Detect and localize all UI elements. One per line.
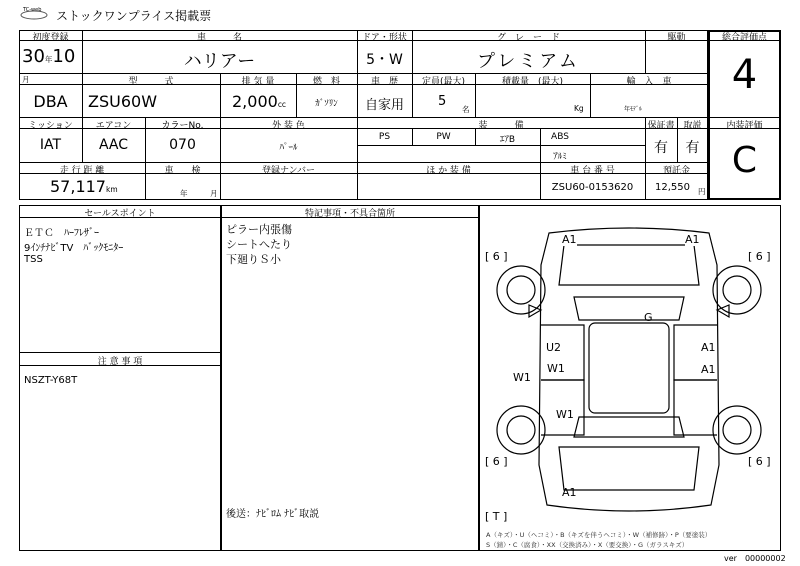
sales-line-2: 9ｲﾝﾁﾅﾋﾞTV ﾊﾞｯｸﾓﾆﾀｰ <box>24 243 124 254</box>
special-line-1: ピラー内張傷 <box>226 223 292 236</box>
sales-line-3: TSS <box>24 254 43 265</box>
drive-label: 駆動 <box>667 33 686 43</box>
grade-label: グ レ ー ド <box>496 33 560 43</box>
first-reg-label: 初度登録 <box>32 33 69 43</box>
trunk-mark: [ T ] <box>485 510 508 523</box>
mark-a1-front-left: A1 <box>562 233 577 246</box>
logo <box>20 6 50 20</box>
chassis-value: ZSU60-0153620 <box>551 182 634 193</box>
displacement-unit: cc <box>277 100 287 109</box>
car-name: ハリアー <box>183 51 256 72</box>
overall-score: 4 <box>731 52 758 98</box>
grade-value: プレミアム <box>476 51 581 72</box>
mission-value: IAT <box>39 137 62 153</box>
tire-front-right: [ 6 ] <box>748 250 771 263</box>
interior-score-label: 内装評価 <box>726 121 763 131</box>
year-unit: 年 <box>44 55 53 64</box>
aircon-label: エアコン <box>95 121 132 131</box>
special-notes-label: 特記事項・不具合箇所 <box>304 209 395 219</box>
mark-a1-mid-1: A1 <box>701 341 716 354</box>
history-value: 自家用 <box>364 98 404 113</box>
recycle-unit: 円 <box>698 187 706 196</box>
import-label: 輸 入 車 <box>626 77 672 87</box>
load-unit: Kg <box>574 104 584 113</box>
displacement-number: 2,000 <box>232 92 278 111</box>
sales-line-1: ＥＴＣ ﾊｰﾌﾚｻﾞｰ <box>24 228 99 239</box>
mission-label: ミッション <box>28 121 73 131</box>
interior-score: C <box>731 140 758 181</box>
mark-a1-rear: A1 <box>562 486 577 499</box>
equip-alumi: ｱﾙﾐ <box>553 152 567 162</box>
tire-rear-right: [ 6 ] <box>748 455 771 468</box>
aircon-value: AAC <box>98 137 129 153</box>
first-reg-value <box>22 46 82 84</box>
mileage-number: 57,117 <box>50 177 106 196</box>
overall-score-label: 総合評価点 <box>721 33 767 43</box>
special-line-2: シートへたり <box>226 238 292 251</box>
manual-label: 取説 <box>683 121 702 131</box>
type-prefix: DBA <box>33 92 68 111</box>
capacity-value: 5 <box>438 94 447 109</box>
fuel-label: 燃 料 <box>312 77 340 87</box>
equipment-label: 装 備 <box>478 121 524 131</box>
legend-line-1: A（キズ）・U（ヘコミ）・B（キズを伴うヘコミ）・W（補修跡）・P（要塗装） <box>486 531 712 539</box>
chassis-label: 車 台 番 号 <box>570 166 615 176</box>
door-value: 5・W <box>366 52 403 68</box>
history-label: 車 歴 <box>370 77 398 87</box>
inspection-year: 年 <box>180 189 188 198</box>
manual-value: 有 <box>685 140 700 156</box>
door-label: ドア・形状 <box>362 33 407 43</box>
mileage-value <box>50 177 118 196</box>
plate-label: 登録ナンバー <box>262 166 315 176</box>
equip-abs: ABS <box>551 132 569 142</box>
mileage-label: 走 行 距 離 <box>59 166 105 176</box>
inspection-label: 車 検 <box>164 166 201 176</box>
type-value: ZSU60W <box>88 92 158 111</box>
logo-text: TC-web <box>23 7 42 13</box>
equip-ps: PS <box>378 132 391 142</box>
mark-a1-front-right: A1 <box>685 233 700 246</box>
recycle-value: 12,550 <box>655 182 690 193</box>
mark-u2: U2 <box>546 341 562 354</box>
displacement-value <box>232 92 286 111</box>
mark-w1-a: W1 <box>547 362 565 375</box>
fuel-value: ｶﾞｿﾘﾝ <box>315 99 338 109</box>
month-unit: 月 <box>22 75 30 84</box>
first-reg-year: 30 <box>22 46 45 67</box>
color-no-value: 070 <box>169 137 196 153</box>
capacity-label: 定員(最大) <box>421 77 466 87</box>
capacity-unit: 名 <box>462 105 470 114</box>
legend-line-2: S（錆）・C（腐食）・XX（交換済み）・X（要交換）・G（ガラスキズ） <box>486 541 689 549</box>
mark-a1-mid-2: A1 <box>701 363 716 376</box>
tire-front-left: [ 6 ] <box>485 250 508 263</box>
mark-w1-b: W1 <box>556 408 574 421</box>
equip-pw: PW <box>436 132 451 142</box>
mark-g-roof: G <box>644 311 653 324</box>
inspection-month: 月 <box>210 189 218 198</box>
special-after: 後送：ﾅﾋﾞﾛﾑ ﾅﾋﾞ取説 <box>226 509 320 520</box>
notes-label: 注 意 事 項 <box>97 357 143 367</box>
mileage-unit: km <box>105 185 118 194</box>
mark-w1-left: W1 <box>513 371 531 384</box>
load-label: 積載量 (最大) <box>501 77 564 87</box>
import-model: 年ﾓﾃﾞﾙ <box>624 106 643 113</box>
recycle-label: 預託金 <box>662 166 690 176</box>
equip-ac: ｴｱB <box>499 135 516 145</box>
page-title: ストックワンプライス掲載票 <box>56 9 212 23</box>
notes-line-1: NSZT-Y68T <box>24 375 78 386</box>
version-label: ver 00000002 <box>724 554 786 563</box>
displacement-label: 排 気 量 <box>241 77 275 87</box>
car-name-label: 車 名 <box>196 33 242 43</box>
sales-points-label: セールスポイント <box>84 209 156 219</box>
warranty-label: 保証書 <box>647 121 675 131</box>
tire-rear-left: [ 6 ] <box>485 455 508 468</box>
color-no-label: カラーNo. <box>161 121 204 131</box>
warranty-value: 有 <box>654 140 668 156</box>
exterior-color-value: ﾊﾟｰﾙ <box>279 143 298 153</box>
first-reg-month: 10 <box>52 46 76 67</box>
special-line-3: 下廻りＳ小 <box>226 253 281 266</box>
other-equip-label: ほ か 装 備 <box>426 166 471 176</box>
exterior-color-label: 外 装 色 <box>272 121 305 131</box>
type-label: 型 式 <box>128 77 174 87</box>
